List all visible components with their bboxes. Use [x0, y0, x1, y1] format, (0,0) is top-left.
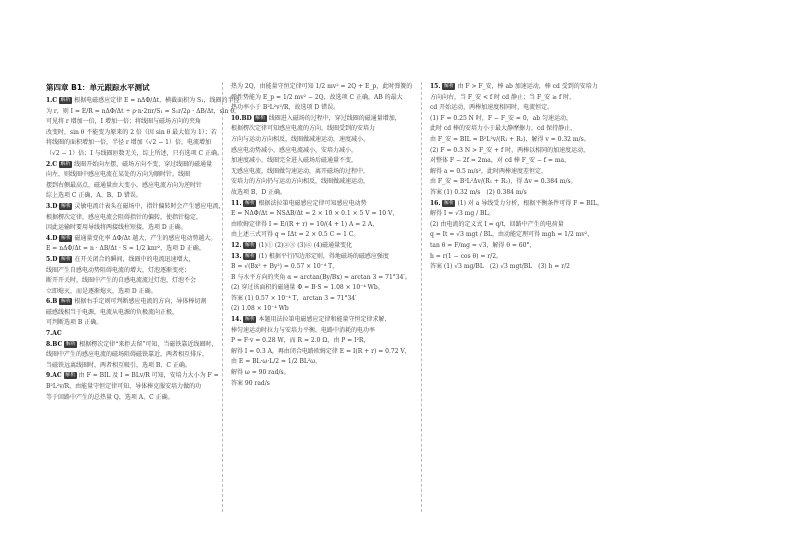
text-line	[46, 340, 218, 351]
text-line	[430, 135, 610, 146]
text-line	[430, 252, 610, 263]
text-line	[46, 181, 214, 192]
line-text: 本题用法拉第电磁感应定律和能量守恒定律求解，	[258, 316, 391, 324]
text-line	[46, 96, 240, 107]
answer-tag-badge: 解析	[65, 340, 76, 347]
line-text: (2) 1.08 × 10⁻⁴ Wb	[231, 305, 289, 313]
question-number: 4.D	[46, 234, 58, 242]
answer-tag-badge: 解析	[244, 252, 255, 259]
line-text: 棒匀速运动时拉力与安培力平衡，电路中消耗的电功率	[231, 326, 376, 334]
line-text: (1) 对 a 导线受力分析，根据平衡条件可得 F = BIL，	[457, 199, 603, 207]
line-text: 根据楞次定律“来拒去留”可知，当磁铁靠近线圈时，	[79, 340, 218, 348]
line-text: 故选项 B、D 正确。	[231, 188, 287, 196]
text-line	[231, 283, 413, 294]
line-text: 答案 (1) 0.57 × 10⁻⁴ T，arctan 3 = 71°34′	[231, 294, 357, 302]
question-number: 11.	[231, 199, 242, 207]
line-text: 可判断选项 B 正确。	[46, 319, 103, 327]
line-text: 解得 ω = 90 rad/s。	[231, 369, 290, 377]
line-text: 答案 (1) 0.32 m/s (2) 0.384 m/s	[430, 188, 527, 196]
answer-tag-badge: 解析	[60, 298, 71, 305]
text-line	[46, 382, 214, 393]
question-number: 12.	[231, 241, 242, 249]
line-text: 加速度减小，线圈完全进入磁场后磁通量不变，	[231, 157, 358, 165]
line-text: 为 r，则 I = E/R = nΔΦ/Δt ÷ ρ·n·2πr/S₁ = S₁r/2ρ · ΔB/Δt，sin θ，	[46, 107, 240, 115]
line-text: 磁通量变化率 ΔΦ/Δt 越大，产生的感应电动势越大。	[74, 234, 217, 242]
text-line	[231, 93, 413, 104]
text-line	[231, 230, 413, 241]
text-line	[231, 103, 413, 114]
text-line	[231, 294, 413, 305]
line-text: B = √(Bx² + By²) = 0.57 × 10⁻⁴ T，	[231, 263, 339, 271]
line-text: (1) F = 0.25 N 时，F − F_安 = 0，ab 匀速运动，	[430, 114, 572, 122]
text-line	[430, 156, 610, 167]
text-line	[46, 287, 214, 298]
question-number: 1.C	[46, 97, 58, 104]
text-line	[46, 276, 214, 287]
line-text: 根据楞次定律可知感应电流的方向，线圈受到的安培力	[231, 125, 376, 133]
line-text: 解得 I = 0.3 A，再由闭合电路欧姆定律 E = I(R + r) = 0.72 V，	[231, 347, 411, 355]
text-line	[231, 304, 413, 315]
column-divider	[421, 82, 422, 512]
text-line	[231, 326, 413, 337]
text-line	[46, 329, 214, 340]
line-text: 线圈产生自感电动势阻碍电流的增大，灯泡逐渐变亮；	[46, 266, 191, 274]
line-text: 方向与运动方向相反，线圈做减速运动，速度减小，	[231, 135, 370, 143]
question-number: 13.	[231, 252, 242, 260]
text-line	[231, 220, 413, 231]
question-number: 6.B	[46, 298, 58, 306]
text-line	[46, 191, 214, 202]
line-text: P = F·v = 0.28 W，而 R = 2.0 Ω，由 P = I²R，	[231, 337, 370, 345]
text-line	[231, 156, 413, 167]
text-line	[231, 347, 413, 358]
answer-tag-badge: 解析	[255, 114, 266, 121]
text-line	[231, 241, 413, 252]
line-text: 线圈开始向左摆，磁场方向不变，穿过线圈的磁通量	[74, 160, 213, 168]
answer-tag-badge: 解析	[244, 241, 255, 248]
answer-tag-badge: 解析	[60, 160, 71, 167]
text-line	[46, 393, 214, 404]
text-line	[231, 135, 413, 146]
text-line	[430, 177, 610, 188]
line-text: 答案 (1) √3 mg/BL (2) √3 mgt/BL (3) h = r/2	[430, 263, 570, 271]
answer-tag-badge: 解析	[60, 97, 71, 103]
line-text: 感应电动势减小，感应电流减小，安培力减小，	[231, 146, 358, 154]
text-line	[231, 114, 413, 125]
line-text: 答案 90 rad/s	[231, 379, 270, 387]
text-line	[231, 209, 413, 220]
line-text: 磁感线相当于电源，电流从电源的负极流向正极，	[46, 308, 179, 316]
line-text: (2) 穿过该面积的磁通量 Φ = B·S = 1.08 × 10⁻⁴ Wb。	[231, 284, 384, 292]
line-text: 热功率小于 B²L²v²/R，故选项 D 错误。	[231, 104, 340, 112]
question-number: 8.BC	[46, 340, 63, 348]
text-line	[231, 124, 413, 135]
line-text: E = NΔΦ/Δt = NSΔB/Δt = 2 × 10 × 0.1 × 5 V = 10 V，	[231, 210, 399, 218]
line-text: 由上述三式可得 q = IΔt = 2 × 0.5 C = 1 C。	[231, 231, 360, 239]
line-text: 根据电磁感应定律 E = nΔΦ/Δt，横截面积为 S₁，线圈的半径	[74, 97, 240, 104]
line-text: 将线圈的面积增加一倍，半径 r 增加（√2 − 1）倍，电流增加	[46, 139, 211, 147]
line-text: cd 开始运动，两棒加速度相同时，电流恒定。	[430, 104, 554, 112]
line-text: E = nΔΦ/Δt = n · ΔB/Δt · S = 1/2 kπr²，选项 D 正确。	[46, 245, 205, 253]
text-line	[231, 273, 413, 284]
text-line	[430, 82, 610, 93]
line-text: (1)① (2)②③ (3)④ (4)磁通量变化	[258, 241, 353, 249]
text-line	[430, 209, 610, 220]
line-text: 对整体 F − 2f = 2ma，对 cd 棒 F_安 − f = ma，	[430, 157, 571, 165]
question-number: 14.	[231, 316, 242, 324]
answer-tag-badge: 解析	[65, 372, 76, 379]
text-line	[430, 93, 610, 104]
text-line	[430, 124, 610, 135]
line-text: 在开关闭合的瞬间，线圈中的电流迅速增大，	[74, 255, 195, 263]
text-line	[231, 336, 413, 347]
text-line	[430, 241, 610, 252]
line-text: 根据右手定则可判断感应电流的方向，导体棒切割	[74, 298, 207, 306]
text-line	[430, 199, 610, 210]
middle-column	[231, 82, 413, 522]
text-line	[46, 128, 217, 139]
text-line	[231, 379, 413, 390]
text-line	[46, 371, 219, 382]
line-text: (1) 根据平行四边形定则，得地磁场的磁感应强度	[258, 252, 389, 260]
question-number: 3.D	[46, 202, 58, 210]
question-number: 10.BD	[231, 114, 252, 122]
line-text: 安培力的方向仍与运动方向相反，线圈做减速运动，	[231, 178, 370, 186]
line-text: (2) 由电流的定义式 I = q/t，回路中产生的电荷量	[430, 220, 564, 228]
answer-tag-badge: 解析	[60, 234, 71, 241]
answer-tag-badge: 解析	[60, 202, 71, 209]
line-text: 改变时，sin θ 不能变为原来的 2 倍（因 sin θ 最大值为 1）；若	[46, 128, 217, 136]
line-text: 向左，则线圈中感应电流在某处的方向为顺时针。线圈	[46, 171, 191, 179]
text-line	[231, 188, 413, 199]
text-line	[46, 117, 214, 128]
text-line	[46, 202, 225, 213]
question-number: 9.AC	[46, 372, 62, 380]
line-text: 综上选项 C 正确，A、B、D 错误。	[46, 192, 142, 200]
line-text: 可见将 r 增加一倍，I 增加一倍；将线圈与磁场方向的夹角	[46, 118, 201, 126]
text-line	[46, 234, 217, 245]
line-text: （√2 − 1）倍；I 与线圈匝数无关，综上所述，只有选项 C 正确。	[46, 149, 223, 157]
line-text: 由 E = BL·ω·L/2 = 1/2 BL²ω，	[231, 358, 322, 366]
line-text: 由 F = BIL 及 I = BLv/R 可知，安培力大小为 F =	[78, 372, 219, 380]
question-number: 7.AC	[46, 330, 62, 338]
line-text: 断开开关时，线圈中产生的自感电流流过灯泡，灯泡不会	[46, 277, 197, 285]
text-line	[46, 266, 214, 277]
text-line	[46, 107, 240, 118]
text-line	[46, 361, 214, 372]
answer-tag-badge: 解析	[443, 83, 454, 89]
column-divider	[222, 82, 223, 512]
right-column	[430, 82, 610, 442]
text-line	[46, 160, 214, 171]
line-text: B²L²v/R，由能量守恒定律可知，导体棒克服安培力做的功	[46, 383, 202, 391]
answer-tag-badge: 解析	[443, 199, 454, 206]
line-text: 弹性势能为 E_p = 1/2 mv² − 2Q，故选项 C 正确，AB 的最大	[231, 93, 403, 101]
text-line	[231, 252, 413, 263]
text-line	[430, 230, 610, 241]
line-text: (2) F = 0.3 N > F_安 + f 时，两棒以相同的加速度运动，	[430, 146, 590, 154]
text-line	[430, 167, 610, 178]
text-line	[231, 315, 413, 326]
text-line	[46, 350, 214, 361]
question-number: 15.	[430, 83, 441, 90]
text-line	[46, 297, 214, 308]
line-text: 立即熄灭，而是逐渐熄灭，选项 D 正确。	[46, 287, 157, 295]
text-line	[46, 244, 214, 255]
text-line	[430, 262, 610, 273]
answer-tag-badge: 解析	[60, 255, 71, 262]
question-number: 2.C	[46, 160, 58, 168]
text-line	[231, 262, 413, 273]
answer-tag-badge: 解析	[244, 316, 255, 323]
line-text: 因此运输时要用导线将两接线柱短接，选项 D 正确。	[46, 224, 187, 232]
line-text: 线圈中产生的感应电流的磁场阻碍磁铁靠近，两者相互排斥，	[46, 351, 209, 359]
text-line	[430, 220, 610, 231]
text-line	[46, 138, 214, 149]
text-line	[46, 213, 214, 224]
text-line	[231, 167, 413, 178]
line-text: 由欧姆定律得 I = E/(R + r) = 10/(4 + 1) A = 2 A，	[231, 220, 379, 228]
line-text: 根据楞次定律，感应电流会阻碍指针的偏转，使指针稳定，	[46, 213, 203, 221]
line-text: 此时 cd 棒的安培力小于最大静摩擦力，cd 保持静止，	[430, 125, 577, 133]
line-text: 由 F > F_安，棒 ab 加速运动，棒 cd 受到的安培力	[457, 83, 598, 90]
line-text: 由 F_安 = BIL = B²L²v/(R₁ + R₂)，解得 v = 0.32 m/s。	[430, 135, 590, 143]
text-line	[46, 149, 223, 160]
text-line	[46, 255, 214, 266]
line-text: 解得 I = √3 mg / BL。	[430, 210, 495, 218]
line-text: 摆到右侧最高点，磁通量由大变小，感应电流方向为逆时针	[46, 181, 203, 189]
text-line	[430, 188, 610, 199]
text-line	[430, 103, 610, 114]
line-text: B 与水平方向的夹角 α = arctan(By/Bx) = arctan 3 = 71°34′。	[231, 273, 411, 281]
text-line	[231, 368, 413, 379]
text-line	[46, 223, 214, 234]
text-line	[231, 146, 413, 157]
line-text: q = It = √3 mgt / BL，由动能定理可得 mgh = 1/2 mv²，	[430, 231, 594, 239]
text-line	[46, 308, 214, 319]
line-text: 等于回路中产生的总热量 Q，选项 A、C 正确。	[46, 393, 174, 401]
line-text: 当磁铁远离线圈时，两者相互吸引，选项 B、C 正确。	[46, 361, 191, 369]
line-text: h = r(1 − cos θ) = r/2。	[430, 252, 503, 260]
section-title: 第四章 B1：单元跟踪水平测试	[46, 83, 150, 92]
line-text: 灵敏电流计表头在磁场中，指针偏转时会产生感应电流，	[74, 202, 225, 210]
line-text: tan θ = F/mg = √3，解得 θ = 60°，	[430, 241, 536, 249]
line-text: 无感应电流，线圈做匀速运动，离开磁场的过程中，	[231, 167, 370, 175]
text-line	[46, 170, 214, 181]
line-text: 由 F_安 = B²L²Δv/(R₁ + R₂)，得 Δv = 0.384 m/s。	[430, 178, 577, 186]
right-column-lines	[430, 82, 610, 273]
line-text: 线圈进入磁场的过程中，穿过线圈的磁通量增加，	[268, 114, 401, 122]
text-line	[430, 114, 610, 125]
text-line	[231, 177, 413, 188]
line-text: 方向向右，当 F_安 < f 时 cd 静止；当 F_安 ≥ f 时，	[430, 93, 576, 101]
text-line	[231, 82, 413, 93]
middle-column-lines	[231, 82, 413, 389]
text-line	[430, 146, 610, 157]
text-line	[231, 199, 413, 210]
question-number: 16.	[430, 199, 441, 207]
text-line	[231, 357, 413, 368]
line-text: 热为 2Q，由能量守恒定律可知 1/2 mv² = 2Q + E_p，此时弹簧的	[231, 83, 413, 90]
line-text: 根据法拉第电磁感应定律可知感应电动势	[258, 199, 367, 207]
text-line	[46, 318, 214, 329]
answer-tag-badge: 解析	[244, 199, 255, 206]
line-text: 解得 a = 0.5 m/s²，此时两棒速度差恒定，	[430, 167, 547, 175]
question-number: 5.D	[46, 255, 58, 263]
